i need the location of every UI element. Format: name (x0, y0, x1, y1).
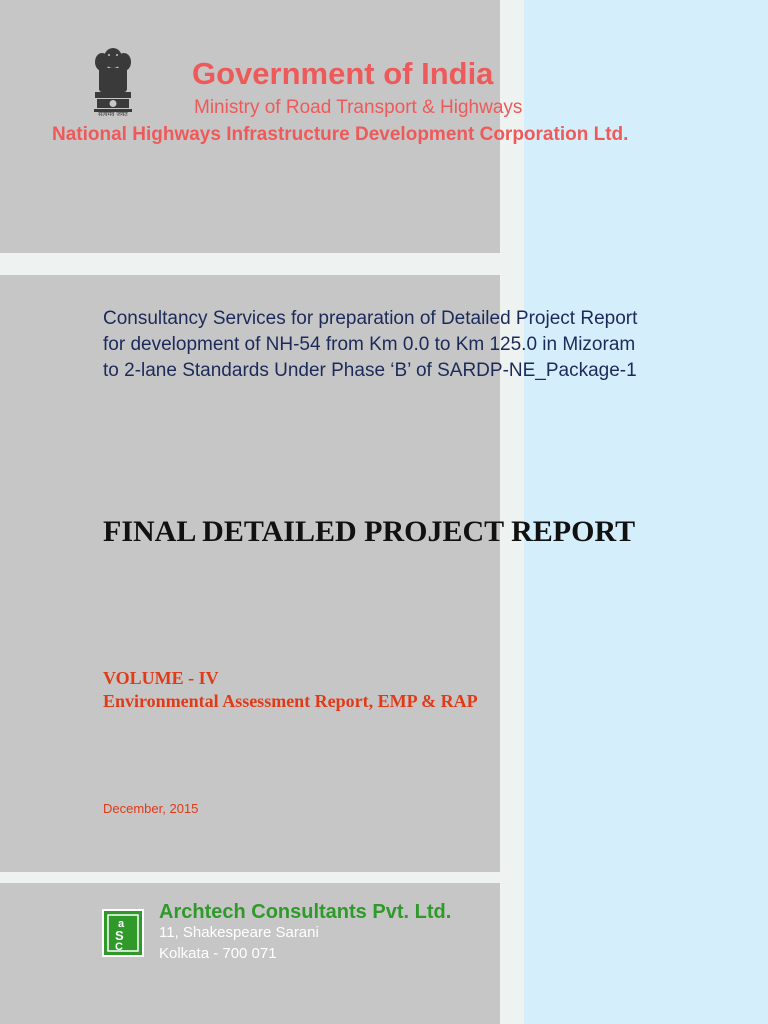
description-line: for development of NH-54 from Km 0.0 to Km 125.0 in Mizoram (103, 334, 636, 355)
report-date: December, 2015 (103, 801, 199, 816)
right-blue-strip (524, 0, 768, 1024)
volume-subtitle: Environmental Assessment Report, EMP & RAP (103, 691, 478, 711)
consultant-name: Archtech Consultants Pvt. Ltd. (159, 901, 452, 923)
consultant-address-line2: Kolkata - 700 071 (159, 945, 277, 962)
description-line: Consultancy Services for preparation of Detailed Project Report (103, 308, 638, 329)
volume-number: VOLUME - IV (103, 668, 219, 688)
svg-text:a: a (118, 918, 125, 930)
svg-text:C: C (115, 941, 123, 953)
consultant-address-line1: 11, Shakespeare Sarani (159, 924, 319, 941)
emblem-motto: सत्यमेव जयते (98, 111, 128, 118)
consultant-logo-icon (102, 909, 144, 957)
report-title: FINAL DETAILED PROJECT REPORT (103, 515, 636, 548)
project-description (103, 306, 743, 384)
ministry-name: Ministry of Road Transport & Highways (194, 97, 523, 118)
description-line: to 2-lane Standards Under Phase ‘B’ of SARDP-NE_Package-1 (103, 360, 637, 381)
svg-text:S: S (115, 928, 124, 943)
government-title: Government of India (192, 56, 494, 91)
corporation-name: National Highways Infrastructure Development Corporation Ltd. (52, 124, 629, 145)
